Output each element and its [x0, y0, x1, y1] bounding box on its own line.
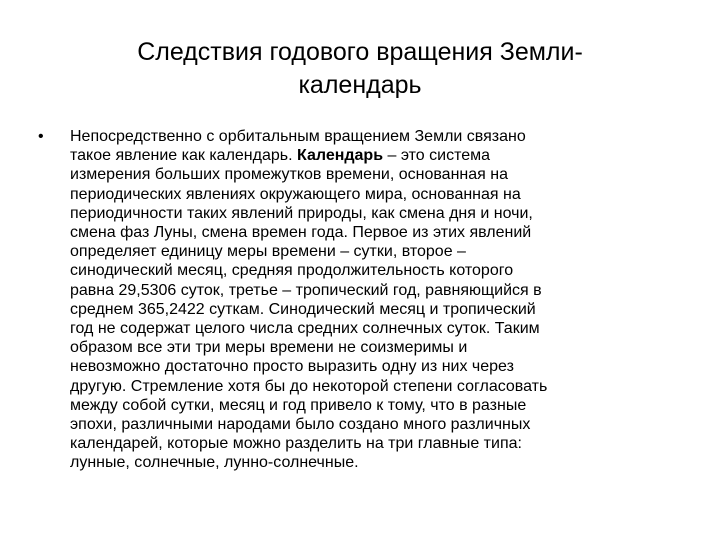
- body-line: образом все эти три меры времени не соизмеримы и: [70, 339, 468, 357]
- body-line: эпохи, различными народами было создано много различных: [70, 416, 531, 434]
- body-text: такое явление как календарь.: [70, 147, 293, 165]
- body-line: [70, 146, 678, 165]
- body-line: Непосредственно с орбитальным вращением Земли связано: [70, 128, 526, 145]
- body-line: периодичности таких явлений природы, как смена дня и ночи,: [70, 204, 533, 222]
- body-line: синодический месяц, средняя продолжительность которого: [70, 262, 514, 280]
- body-line: год не содержат целого числа средних солнечных суток. Таким: [70, 320, 540, 338]
- body-line: между собой сутки, месяц и год привело к тому, что в разные: [70, 396, 527, 414]
- body-line: невозможно достаточно просто выразить одну из них через: [70, 358, 514, 376]
- term-highlight: Календарь: [297, 147, 384, 165]
- body-line: лунные, солнечные, лунно-солнечные.: [70, 454, 359, 472]
- body-line: равна 29,5306 суток, третье – тропический год, равняющийся в: [70, 281, 542, 299]
- title-line-1: Следствия годового вращения Земли-: [137, 38, 583, 66]
- body-text: – это система: [383, 147, 491, 165]
- body-paragraph: [70, 127, 678, 473]
- body-line: измерения больших промежутков времени, основанная на: [70, 166, 508, 184]
- body-line: календарей, которые можно разделить на три главные типа:: [70, 435, 522, 453]
- body-line: периодических явлениях окружающего мира, основанная на: [70, 185, 521, 203]
- slide-title: [60, 36, 660, 102]
- body-line: среднем 365,2422 суткам. Синодический месяц и тропический: [70, 300, 536, 318]
- bullet-marker: •: [38, 128, 44, 145]
- title-line-2: календарь: [298, 71, 422, 99]
- body-line: смена фаз Луны, смена времен года. Первое из этих явлений: [70, 224, 532, 242]
- body-line: другую. Стремление хотя бы до некоторой степени согласовать: [70, 377, 548, 395]
- body-line: определяет единицу меры времени – сутки, второе –: [70, 243, 466, 261]
